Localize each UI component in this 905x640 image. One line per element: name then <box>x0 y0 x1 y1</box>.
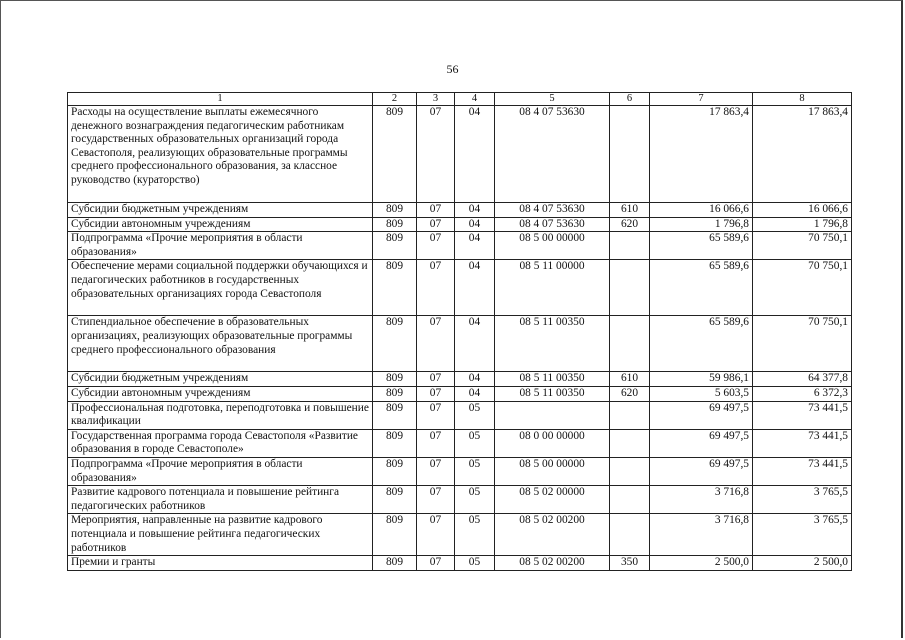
amount-year1-cell: 5 603,5 <box>650 386 753 401</box>
header-row <box>68 93 852 106</box>
expense-name-cell: Обеспечение мерами социальной поддержки обучающихся и педагогических работников в государственных образовательных организациях города Севастополя <box>68 260 373 316</box>
table-row <box>68 429 852 457</box>
section-code-cell: 07 <box>417 232 455 260</box>
ministry-code-cell: 809 <box>373 232 417 260</box>
section-code-cell: 07 <box>417 217 455 232</box>
amount-year2-cell: 6 372,3 <box>753 386 852 401</box>
page-number: 56 <box>446 62 459 76</box>
amount-year1-cell: 1 796,8 <box>650 217 753 232</box>
table-row <box>68 232 852 260</box>
section-code-cell: 07 <box>417 556 455 571</box>
table-row <box>68 203 852 218</box>
target-article-cell: 08 5 02 00200 <box>495 514 610 556</box>
target-article-cell <box>495 401 610 429</box>
amount-year1-cell: 3 716,8 <box>650 486 753 514</box>
target-article-cell: 08 5 00 00000 <box>495 457 610 485</box>
table-row <box>68 316 852 372</box>
column-header-2: 2 <box>373 93 417 106</box>
expense-type-cell: 610 <box>610 372 650 387</box>
table-row <box>68 457 852 485</box>
amount-year1-cell: 59 986,1 <box>650 372 753 387</box>
section-code-cell: 07 <box>417 386 455 401</box>
expense-type-cell: 620 <box>610 217 650 232</box>
subsection-code-cell: 04 <box>455 217 495 232</box>
table-row <box>68 556 852 571</box>
amount-year2-cell: 73 441,5 <box>753 429 852 457</box>
budget-table <box>67 92 852 571</box>
section-code-cell: 07 <box>417 457 455 485</box>
expense-name-cell: Стипендиальное обеспечение в образовательных организациях, реализующих образовательные программы среднего профессионального образования <box>68 316 373 372</box>
column-header-7: 7 <box>650 93 753 106</box>
amount-year2-cell: 17 863,4 <box>753 106 852 203</box>
table-row <box>68 260 852 316</box>
expense-name-cell: Субсидии бюджетным учреждениям <box>68 372 373 387</box>
amount-year1-cell: 65 589,6 <box>650 260 753 316</box>
subsection-code-cell: 05 <box>455 401 495 429</box>
section-code-cell: 07 <box>417 106 455 203</box>
table-row <box>68 217 852 232</box>
section-code-cell: 07 <box>417 514 455 556</box>
expense-name-cell: Подпрограмма «Прочие мероприятия в области образования» <box>68 457 373 485</box>
section-code-cell: 07 <box>417 316 455 372</box>
expense-type-cell <box>610 514 650 556</box>
expense-type-cell <box>610 486 650 514</box>
ministry-code-cell: 809 <box>373 457 417 485</box>
table-body <box>68 106 852 571</box>
subsection-code-cell: 05 <box>455 457 495 485</box>
amount-year2-cell: 3 765,5 <box>753 486 852 514</box>
amount-year1-cell: 69 497,5 <box>650 457 753 485</box>
expense-type-cell <box>610 232 650 260</box>
subsection-code-cell: 04 <box>455 232 495 260</box>
ministry-code-cell: 809 <box>373 260 417 316</box>
expense-type-cell <box>610 429 650 457</box>
target-article-cell: 08 5 00 00000 <box>495 232 610 260</box>
target-article-cell: 08 5 11 00350 <box>495 386 610 401</box>
ministry-code-cell: 809 <box>373 386 417 401</box>
ministry-code-cell: 809 <box>373 514 417 556</box>
expense-type-cell <box>610 260 650 316</box>
ministry-code-cell: 809 <box>373 217 417 232</box>
table-header <box>68 93 852 106</box>
amount-year1-cell: 17 863,4 <box>650 106 753 203</box>
expense-name-cell: Подпрограмма «Прочие мероприятия в области образования» <box>68 232 373 260</box>
table-row <box>68 514 852 556</box>
amount-year2-cell: 2 500,0 <box>753 556 852 571</box>
section-code-cell: 07 <box>417 486 455 514</box>
ministry-code-cell: 809 <box>373 429 417 457</box>
target-article-cell: 08 5 11 00350 <box>495 316 610 372</box>
subsection-code-cell: 05 <box>455 486 495 514</box>
subsection-code-cell: 04 <box>455 386 495 401</box>
target-article-cell: 08 5 11 00000 <box>495 260 610 316</box>
section-code-cell: 07 <box>417 260 455 316</box>
section-code-cell: 07 <box>417 203 455 218</box>
expense-name-cell: Профессиональная подготовка, переподготовка и повышение квалификации <box>68 401 373 429</box>
target-article-cell: 08 0 00 00000 <box>495 429 610 457</box>
expense-type-cell <box>610 401 650 429</box>
subsection-code-cell: 04 <box>455 260 495 316</box>
ministry-code-cell: 809 <box>373 316 417 372</box>
section-code-cell: 07 <box>417 401 455 429</box>
expense-name-cell: Субсидии бюджетным учреждениям <box>68 203 373 218</box>
amount-year2-cell: 73 441,5 <box>753 457 852 485</box>
column-header-4: 4 <box>455 93 495 106</box>
target-article-cell: 08 4 07 53630 <box>495 106 610 203</box>
target-article-cell: 08 5 02 00000 <box>495 486 610 514</box>
column-header-3: 3 <box>417 93 455 106</box>
expense-name-cell: Субсидии автономным учреждениям <box>68 217 373 232</box>
target-article-cell: 08 5 11 00350 <box>495 372 610 387</box>
expense-name-cell: Премии и гранты <box>68 556 373 571</box>
amount-year1-cell: 16 066,6 <box>650 203 753 218</box>
subsection-code-cell: 05 <box>455 556 495 571</box>
column-header-1: 1 <box>68 93 373 106</box>
amount-year1-cell: 2 500,0 <box>650 556 753 571</box>
expense-name-cell: Развитие кадрового потенциала и повышение рейтинга педагогических работников <box>68 486 373 514</box>
table-row <box>68 372 852 387</box>
amount-year2-cell: 64 377,8 <box>753 372 852 387</box>
expense-type-cell: 620 <box>610 386 650 401</box>
subsection-code-cell: 05 <box>455 514 495 556</box>
column-header-5: 5 <box>495 93 610 106</box>
section-code-cell: 07 <box>417 429 455 457</box>
amount-year1-cell: 65 589,6 <box>650 316 753 372</box>
table-row <box>68 401 852 429</box>
amount-year2-cell: 3 765,5 <box>753 514 852 556</box>
section-code-cell: 07 <box>417 372 455 387</box>
target-article-cell: 08 5 02 00200 <box>495 556 610 571</box>
amount-year2-cell: 73 441,5 <box>753 401 852 429</box>
expense-name-cell: Мероприятия, направленные на развитие кадрового потенциала и повышение рейтинга педагогических работников <box>68 514 373 556</box>
subsection-code-cell: 04 <box>455 203 495 218</box>
column-header-8: 8 <box>753 93 852 106</box>
expense-type-cell <box>610 457 650 485</box>
target-article-cell: 08 4 07 53630 <box>495 217 610 232</box>
expense-name-cell: Государственная программа города Севастополя «Развитие образования в городе Севастополе» <box>68 429 373 457</box>
amount-year2-cell: 16 066,6 <box>753 203 852 218</box>
expense-type-cell <box>610 316 650 372</box>
expense-type-cell <box>610 106 650 203</box>
expense-name-cell: Расходы на осуществление выплаты ежемесячного денежного вознаграждения педагогическим работникам государственных образовательных организаций города Севастополя, реализующих образовательные программы среднего профессионального образования, за классное руководство (кураторство) <box>68 106 373 203</box>
subsection-code-cell: 05 <box>455 429 495 457</box>
ministry-code-cell: 809 <box>373 486 417 514</box>
subsection-code-cell: 04 <box>455 316 495 372</box>
ministry-code-cell: 809 <box>373 401 417 429</box>
table-row <box>68 106 852 203</box>
amount-year1-cell: 69 497,5 <box>650 401 753 429</box>
ministry-code-cell: 809 <box>373 106 417 203</box>
ministry-code-cell: 809 <box>373 556 417 571</box>
column-header-6: 6 <box>610 93 650 106</box>
target-article-cell: 08 4 07 53630 <box>495 203 610 218</box>
table-row <box>68 386 852 401</box>
ministry-code-cell: 809 <box>373 372 417 387</box>
subsection-code-cell: 04 <box>455 106 495 203</box>
amount-year2-cell: 1 796,8 <box>753 217 852 232</box>
ministry-code-cell: 809 <box>373 203 417 218</box>
subsection-code-cell: 04 <box>455 372 495 387</box>
amount-year1-cell: 69 497,5 <box>650 429 753 457</box>
amount-year2-cell: 70 750,1 <box>753 232 852 260</box>
amount-year2-cell: 70 750,1 <box>753 260 852 316</box>
table-row <box>68 486 852 514</box>
expense-type-cell: 610 <box>610 203 650 218</box>
expense-type-cell: 350 <box>610 556 650 571</box>
amount-year2-cell: 70 750,1 <box>753 316 852 372</box>
amount-year1-cell: 65 589,6 <box>650 232 753 260</box>
amount-year1-cell: 3 716,8 <box>650 514 753 556</box>
expense-name-cell: Субсидии автономным учреждениям <box>68 386 373 401</box>
